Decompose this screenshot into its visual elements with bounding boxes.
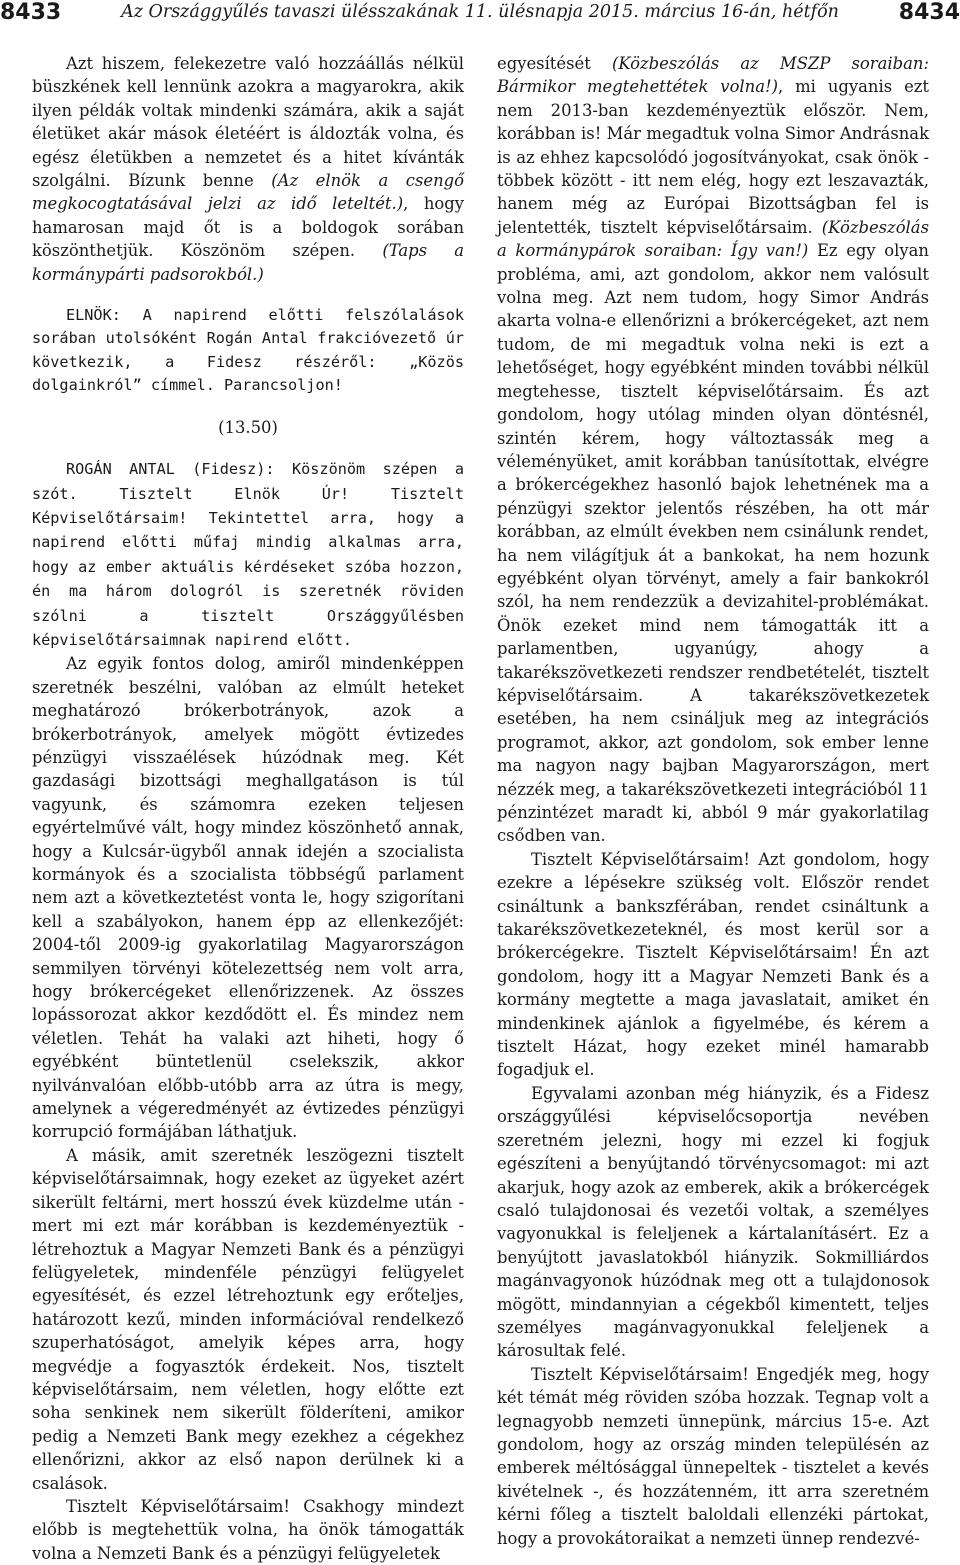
running-title: Az Országgyűlés tavaszi ülésszakának 11. ülésnapja 2015. március 16-án, hétfőn — [121, 2, 839, 22]
page-number-left: 8433 — [0, 0, 62, 25]
timestamp: (13.50) — [218, 417, 278, 437]
left-column — [32, 52, 464, 1565]
paragraph-r2: Tisztelt Képviselőtársaim! Azt gondolom, hogy ezekre a lépésekre szükség volt. Először rendet csináltunk a bankszférában, rendet csináltunk a takarékszövetkezeteknél, és most kerül sor a brókercégekre. Tisztelt Képviselőtársaim! Én azt gondolom, hogy itt a Magyar Nemzeti Bank és a kormány megtette a maga javaslatait, amiket én mindenkinek ajánlok a figyelmébe, és kérem a tisztelt Házat, hogy ezeket minél hamarabb fogadjuk el. — [497, 849, 929, 1080]
right-column — [497, 52, 929, 1550]
paragraph-5: A másik, amit szeretnék leszögezni tisztelt képviselőtársaimnak, hogy ezeket az ügyeket azért sikerült feltárni, mert hosszú évek küzdelme után - mert mi ezt már korábban is kezdeményeztük - létrehoztuk a Magyar Nemzeti Bank és a pénzügyi felügyeletek, mindenféle pénzügyi felügyelet egyesítését, és ezzel létrehoztunk egy erőteljes, határozott kezű, minden információval rendelkező szuperhatóságot, amelyik képes arra, hogy megvédje a fogyasztók érdekeit. Nos, tisztelt képviselőtársaim, nem véletlen, hogy előtte ezt soha senkinek nem sikerült földeríteni, amikor pedig a Nemzeti Bank megy ezekhez a cégekhez ellenőrizni, akkor az első napon derülnek ki a csalások. — [32, 1145, 464, 1493]
paragraph-r3: Egyvalami azonban még hiányzik, és a Fidesz országgyűlési képviselőcsoportja nevében szeretném jelezni, hogy mi ezzel ki fogjuk egészíteni a benyújtandó törvénycsomagot: mi azt akarjuk, hogy azok az emberek, akik a brókercégek csaló tulajdonosai és vezetői voltak, a személyes vagyonukkal is feleljenek a kártalanításért. Ez a benyújtott javaslatokból hiányzik. Sokmilliárdos magánvagyonok húzódnak meg ott a tulajdonosok mögött, mindannyian a cégekből kimentett, teljes személyes magánvagyonukkal feleljenek a károsultak felé. — [497, 1083, 929, 1361]
page-header — [0, 0, 960, 34]
paragraph-6: Tisztelt Képviselőtársaim! Csakhogy mindezt előbb is megtehettük volna, ha önök támogatták volna a Nemzeti Bank és a pénzügyi felügyeletek — [32, 1496, 464, 1563]
paragraph-r1: egyesítését (Közbeszólás az MSZP soraiban: Bármikor megtehettétek volna!), mi ugyanis ezt nem 2013-ban kezdeményeztük először. Nem, korábban is! Már megadtuk volna Simor Andrásnak is az ehhez kapcsolódó jogosítványokat, csak önök - többek között - itt nem elég, hogy ezt leszavazták, hanem még az Európai Bizottságban fel is jelentették, tisztelt képviselőtársaim. (Közbeszólás a kormánypárok soraiban: Így van!) Ez egy olyan probléma, ami, azt gondolom, akkor nem valósult volna meg. Azt nem tudom, hogy Simor András akarta volna-e ellenőrizni a brókercégeket, azt nem tudom, de mi megadtuk volna neki is ezt a lehetőséget, hogy egyébként minden további nélkül megtehesse, tisztelt képviselőtársaim. És azt gondolom, hogy utólag minden olyan döntésnél, szintén kérem, hogy változtassák meg a véleményüket, amit korábban tanúsítottak, elvégre a brókercégekhez hasonló bajok lehetnének ma a pénzügyi szektor jelentős részében, ha ott már korábban, az elmúlt években nem csinálunk rendet, ha nem világítjuk át a bankokat, ha nem hozunk egyébként olyan törvényt, amely a fair bankokról szól, ha nem rendezzük a devizahitel-problémákat. Önök ezeket mind nem támogatták itt a parlamentben, ugyanúgy, ahogy a takarékszövetkezeti rendszer rendbetételét, tisztelt képviselőtársaim. A takarékszövetkezetek esetében, ha nem csináljuk meg az integrációs programot, akkor, azt gondolom, sok ember lenne ma nagyon nagy bajban Magyarországon, mert nézzék meg, a takarékszövetkezeti integrációból 11 pénzintézet maradt ki, abból 9 már gyakorlatilag csődben van. — [497, 54, 929, 846]
paragraph-rogan: ROGÁN ANTAL (Fidesz): Köszönöm szépen a szót. Tisztelt Elnök Úr! Tisztelt Képviselőtársaim! Tekintettel arra, hogy a napirend előtti műfaj mindig alkalmas arra, hogy az ember aktuális kérdéseket szóba hozzon, én ma három dologról is szeretnék röviden szólni a tisztelt Országgyűlésben képviselőtársaimnak napirend előtt. — [32, 460, 464, 649]
paragraph-r4: Tisztelt Képviselőtársaim! Engedjék meg, hogy két témát még röviden szóba hozzak. Tegnap volt a legnagyobb nemzeti ünnepünk, március 15-e. Azt gondolom, hogy az ország minden településén az emberek méltósággal ünnepeltek - tisztelet a kevés kivételnek -, és hozzátenném, itt arra szeretném kérni főleg a tisztelt baloldali ellenzéki pártokat, hogy a provokátoraikat a nemzeti ünnep rendezvé- — [497, 1364, 929, 1548]
paragraph-1: Azt hiszem, felekezetre való hozzáállás nélkül büszkének kell lennünk azokra a magyarokra, akik ilyen példák voltak mindenki számára, akik a saját életüket akár mások életéért is áldozták volna, és egész életükben a nemzetet és a hitet kívánták szolgálni. Bízunk benne (Az elnök a csengő megkocogtatásával jelzi az idő leteltét.), hogy hamarosan majd őt is a boldogok sorában köszönthetjük. Köszönöm szépen. (Taps a kormánypárti padsorokból.) — [32, 54, 465, 284]
paragraph-chair: ELNÖK: A napirend előtti felszólalások sorában utolsóként Rogán Antal frakcióvezető úr következik, a Fidesz részéről: „Közös dolgainkról” címmel. Parancsoljon! — [32, 306, 464, 395]
paragraph-4: Az egyik fontos dolog, amiről mindenképpen szeretnék beszélni, valóban az elmúlt heteket meghatározó brókerbotrányok, azok a brókerbotrányok, amelyek mögött évtizedes pénzügyi visszaélések húzódnak meg. Két gazdasági bizottsági meghallgatáson is túl vagyunk, és számomra ezeken teljesen egyértelművé vált, hogy mindez köszönhető annak, hogy a Kulcsár-ügyből annak idején a szocialista kormányok és a szocialista többségű parlament nem azt a következtetést vonta le, hogy szigorítani kell a szabályokon, hanem épp az ellenkezőjét: 2004-től 2009-ig gyakorlatilag Magyarországon semmilyen törvényi kötelezettség nem volt arra, hogy brókercégeket ellenőrizzenek. Az összes lopássorozat akkor kezdődött el. És mindez nem véletlen. Tehát ha valaki azt hiheti, hogy ő egyébként büntetlenül cselekszik, akkor nyilvánvalóan előbb-utóbb arra az útra is megy, amelynek a végeredményét az évtizedes pénzügyi korrupció formájában láthatjuk. — [32, 654, 464, 1142]
page-number-right: 8434 — [898, 0, 960, 25]
